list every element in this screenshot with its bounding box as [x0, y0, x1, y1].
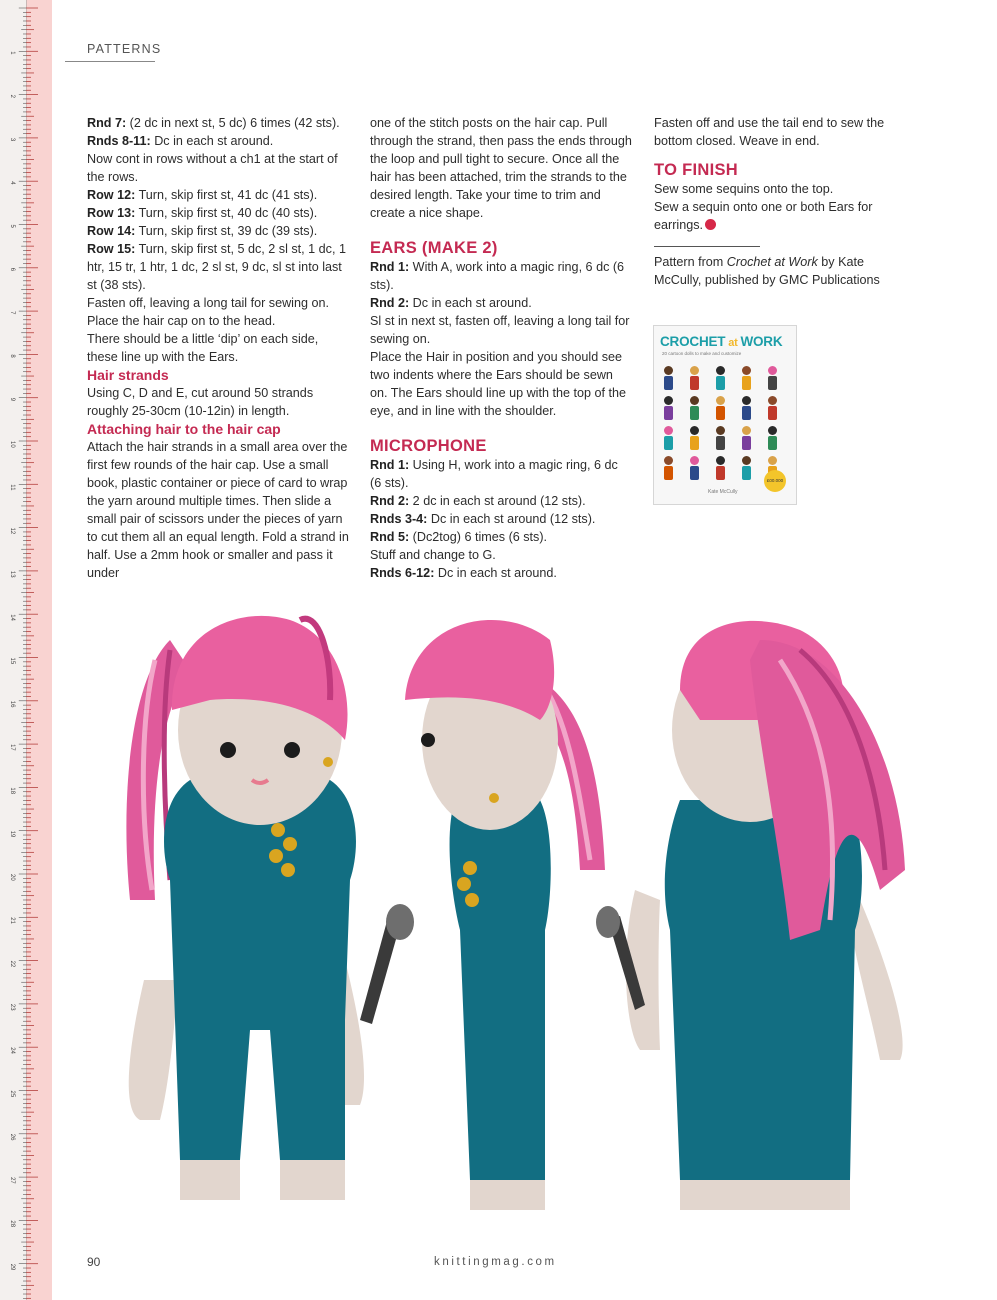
ruler-number: 7: [9, 311, 15, 315]
book-author: Kate McCully: [708, 489, 738, 495]
ruler-number: 4: [9, 181, 15, 185]
mini-doll: [690, 366, 700, 390]
mini-doll: [716, 396, 726, 420]
hair-strands-heading: Hair strands: [87, 367, 169, 383]
mic-rnds6-12: Rnds 6-12: Dc in each st around.: [370, 566, 557, 580]
ruler-number: 29: [9, 1263, 15, 1271]
mini-doll: [716, 426, 726, 450]
hair-strands-text: Using C, D and E, cut around 50 strands roughly 25-30cm (10-12in) in length.: [87, 386, 314, 418]
fasten-note: Fasten off, leaving a long tail for sewing on. Place the hair cap on to the head.: [87, 296, 329, 328]
to-finish-heading: TO FINISH: [654, 161, 738, 179]
row13: Row 13: Turn, skip first st, 40 dc (40 sts).: [87, 206, 318, 220]
mini-doll: [742, 396, 752, 420]
mini-doll: [716, 456, 726, 480]
mic-rnd1: Rnd 1: Using H, work into a magic ring, 6 dc (6 sts).: [370, 458, 618, 490]
ruler-number: 13: [9, 570, 15, 578]
mini-doll: [664, 366, 674, 390]
attaching-hair-text: Attach the hair strands in a small area over the first few rounds of the hair cap. Use a small book, plastic container or piece of card to wrap the yarn around multiple times. Then slide a small pair of scissors under the pieces of yarn to cut them all an equal length. Fold a strand in half. Use a 2mm hook or smaller and pass it under: [87, 440, 349, 580]
mini-doll: [742, 426, 752, 450]
book-subtitle: 20 cartoon dolls to make and customize: [662, 351, 742, 356]
ears-note-2: Place the Hair in position and you should see two indents where the Ears should be sewn on. The Ears should line up with the top of the eye, and in line with the shoulder.: [370, 350, 627, 418]
microphone-heading: MICROPHONE: [370, 437, 487, 455]
row15: Row 15: Turn, skip first st, 5 dc, 2 sl st, 1 dc, 1 htr, 15 tr, 1 htr, 1 dc, 2 sl st, 9 dc, sl st into last st (38 sts).: [87, 242, 346, 292]
rnd7: Rnd 7: (2 dc in next st, 5 dc) 6 times (42 sts).: [87, 116, 340, 130]
ruler-ticks: [0, 0, 52, 1300]
ruler-number: 28: [9, 1220, 15, 1228]
column-1: [87, 114, 349, 582]
mic-rnds3-4: Rnds 3-4: Dc in each st around (12 sts).: [370, 512, 596, 526]
ruler-number: 21: [9, 917, 15, 924]
ruler-number: 12: [9, 527, 15, 535]
ruler-number: 26: [9, 1133, 15, 1141]
dip-note: There should be a little ‘dip’ on each side, these line up with the Ears.: [87, 332, 319, 364]
section-label: PATTERNS: [87, 42, 162, 56]
mini-doll: [768, 396, 778, 420]
row12: Row 12: Turn, skip first st, 41 dc (41 sts).: [87, 188, 318, 202]
column-3: [654, 114, 914, 289]
ruler-number: 24: [9, 1047, 15, 1054]
mini-doll: [716, 366, 726, 390]
book-title: CROCHET at WORK: [660, 334, 783, 349]
mini-doll: [664, 426, 674, 450]
finish-text-2: Sew a sequin onto one or both Ears for earrings.: [654, 200, 873, 232]
mini-doll: [768, 366, 778, 390]
ruler-number: 27: [9, 1177, 15, 1184]
doll-side: [405, 620, 605, 1210]
ruler-number: 22: [9, 960, 15, 968]
row14: Row 14: Turn, skip first st, 39 dc (39 sts).: [87, 224, 318, 238]
site-url: knittingmag.com: [434, 1256, 557, 1268]
mic-rnd5: Rnd 5: (Dc2tog) 6 times (6 sts).: [370, 530, 548, 544]
mini-doll: [742, 366, 752, 390]
doll-back: [596, 621, 905, 1210]
ruler-number: 3: [9, 137, 15, 142]
mini-doll: [742, 456, 752, 480]
mini-doll: [664, 456, 674, 480]
rows-note: Now cont in rows without a ch1 at the start of the rows.: [87, 152, 338, 184]
mini-doll: [690, 396, 700, 420]
credit-rule: [654, 246, 760, 247]
ruler-number: 17: [9, 744, 15, 751]
ruler-number: 15: [9, 657, 15, 665]
book-cover: [653, 325, 797, 505]
doll-photo: [60, 600, 960, 1220]
ears-heading: EARS (MAKE 2): [370, 239, 498, 257]
hair-continued-text: one of the stitch posts on the hair cap. Pull through the strand, then pass the ends through the loop and pull tight to secure. Once all the hair has been attached, trim the strands to the desired length. Take your time to trim and create a nice shape.: [370, 116, 632, 220]
book-price-badge: £00.000: [764, 470, 786, 492]
column-2: [370, 114, 632, 582]
ears-note-1: Sl st in next st, fasten off, leaving a long tail for sewing on.: [370, 314, 630, 346]
ruler-number: 6: [9, 267, 15, 272]
ruler-number: 9: [9, 397, 15, 402]
section-rule: [65, 61, 155, 62]
attaching-hair-heading: Attaching hair to the hair cap: [87, 421, 281, 437]
ruler-number: 14: [9, 614, 15, 621]
pattern-credit: Pattern from Crochet at Work by Kate McCully, published by GMC Publications: [654, 255, 880, 287]
ruler-number: 19: [9, 830, 15, 838]
ruler-number: 11: [9, 484, 15, 491]
ruler-number: 16: [9, 700, 15, 708]
end-mark-icon: [705, 219, 716, 230]
ruler-strip: [0, 0, 52, 1300]
ruler-number: 20: [9, 874, 15, 881]
doll-front: [126, 616, 414, 1200]
ruler-number: 23: [9, 1003, 15, 1011]
ruler-number: 5: [9, 224, 15, 228]
mic-fasten-text: Fasten off and use the tail end to sew the bottom closed. Weave in end.: [654, 116, 885, 148]
ruler-number: 25: [9, 1090, 15, 1098]
ruler-number: 18: [9, 787, 15, 795]
mini-doll: [768, 426, 778, 450]
mic-rnd2: Rnd 2: 2 dc in each st around (12 sts).: [370, 494, 586, 508]
ruler-number: 10: [9, 441, 15, 448]
ears-rnd1: Rnd 1: With A, work into a magic ring, 6 dc (6 sts).: [370, 260, 625, 292]
ruler-number: 8: [9, 354, 15, 358]
mini-doll: [690, 456, 700, 480]
rnds8-11: Rnds 8-11: Dc in each st around.: [87, 134, 274, 148]
mic-stuff: Stuff and change to G.: [370, 548, 496, 562]
mini-doll: [690, 426, 700, 450]
page-number: 90: [87, 1255, 101, 1269]
finish-text-1: Sew some sequins onto the top.: [654, 182, 834, 196]
mini-doll: [664, 396, 674, 420]
ears-rnd2: Rnd 2: Dc in each st around.: [370, 296, 532, 310]
ruler-number: 1: [9, 51, 15, 55]
ruler-number: 2: [9, 94, 15, 98]
